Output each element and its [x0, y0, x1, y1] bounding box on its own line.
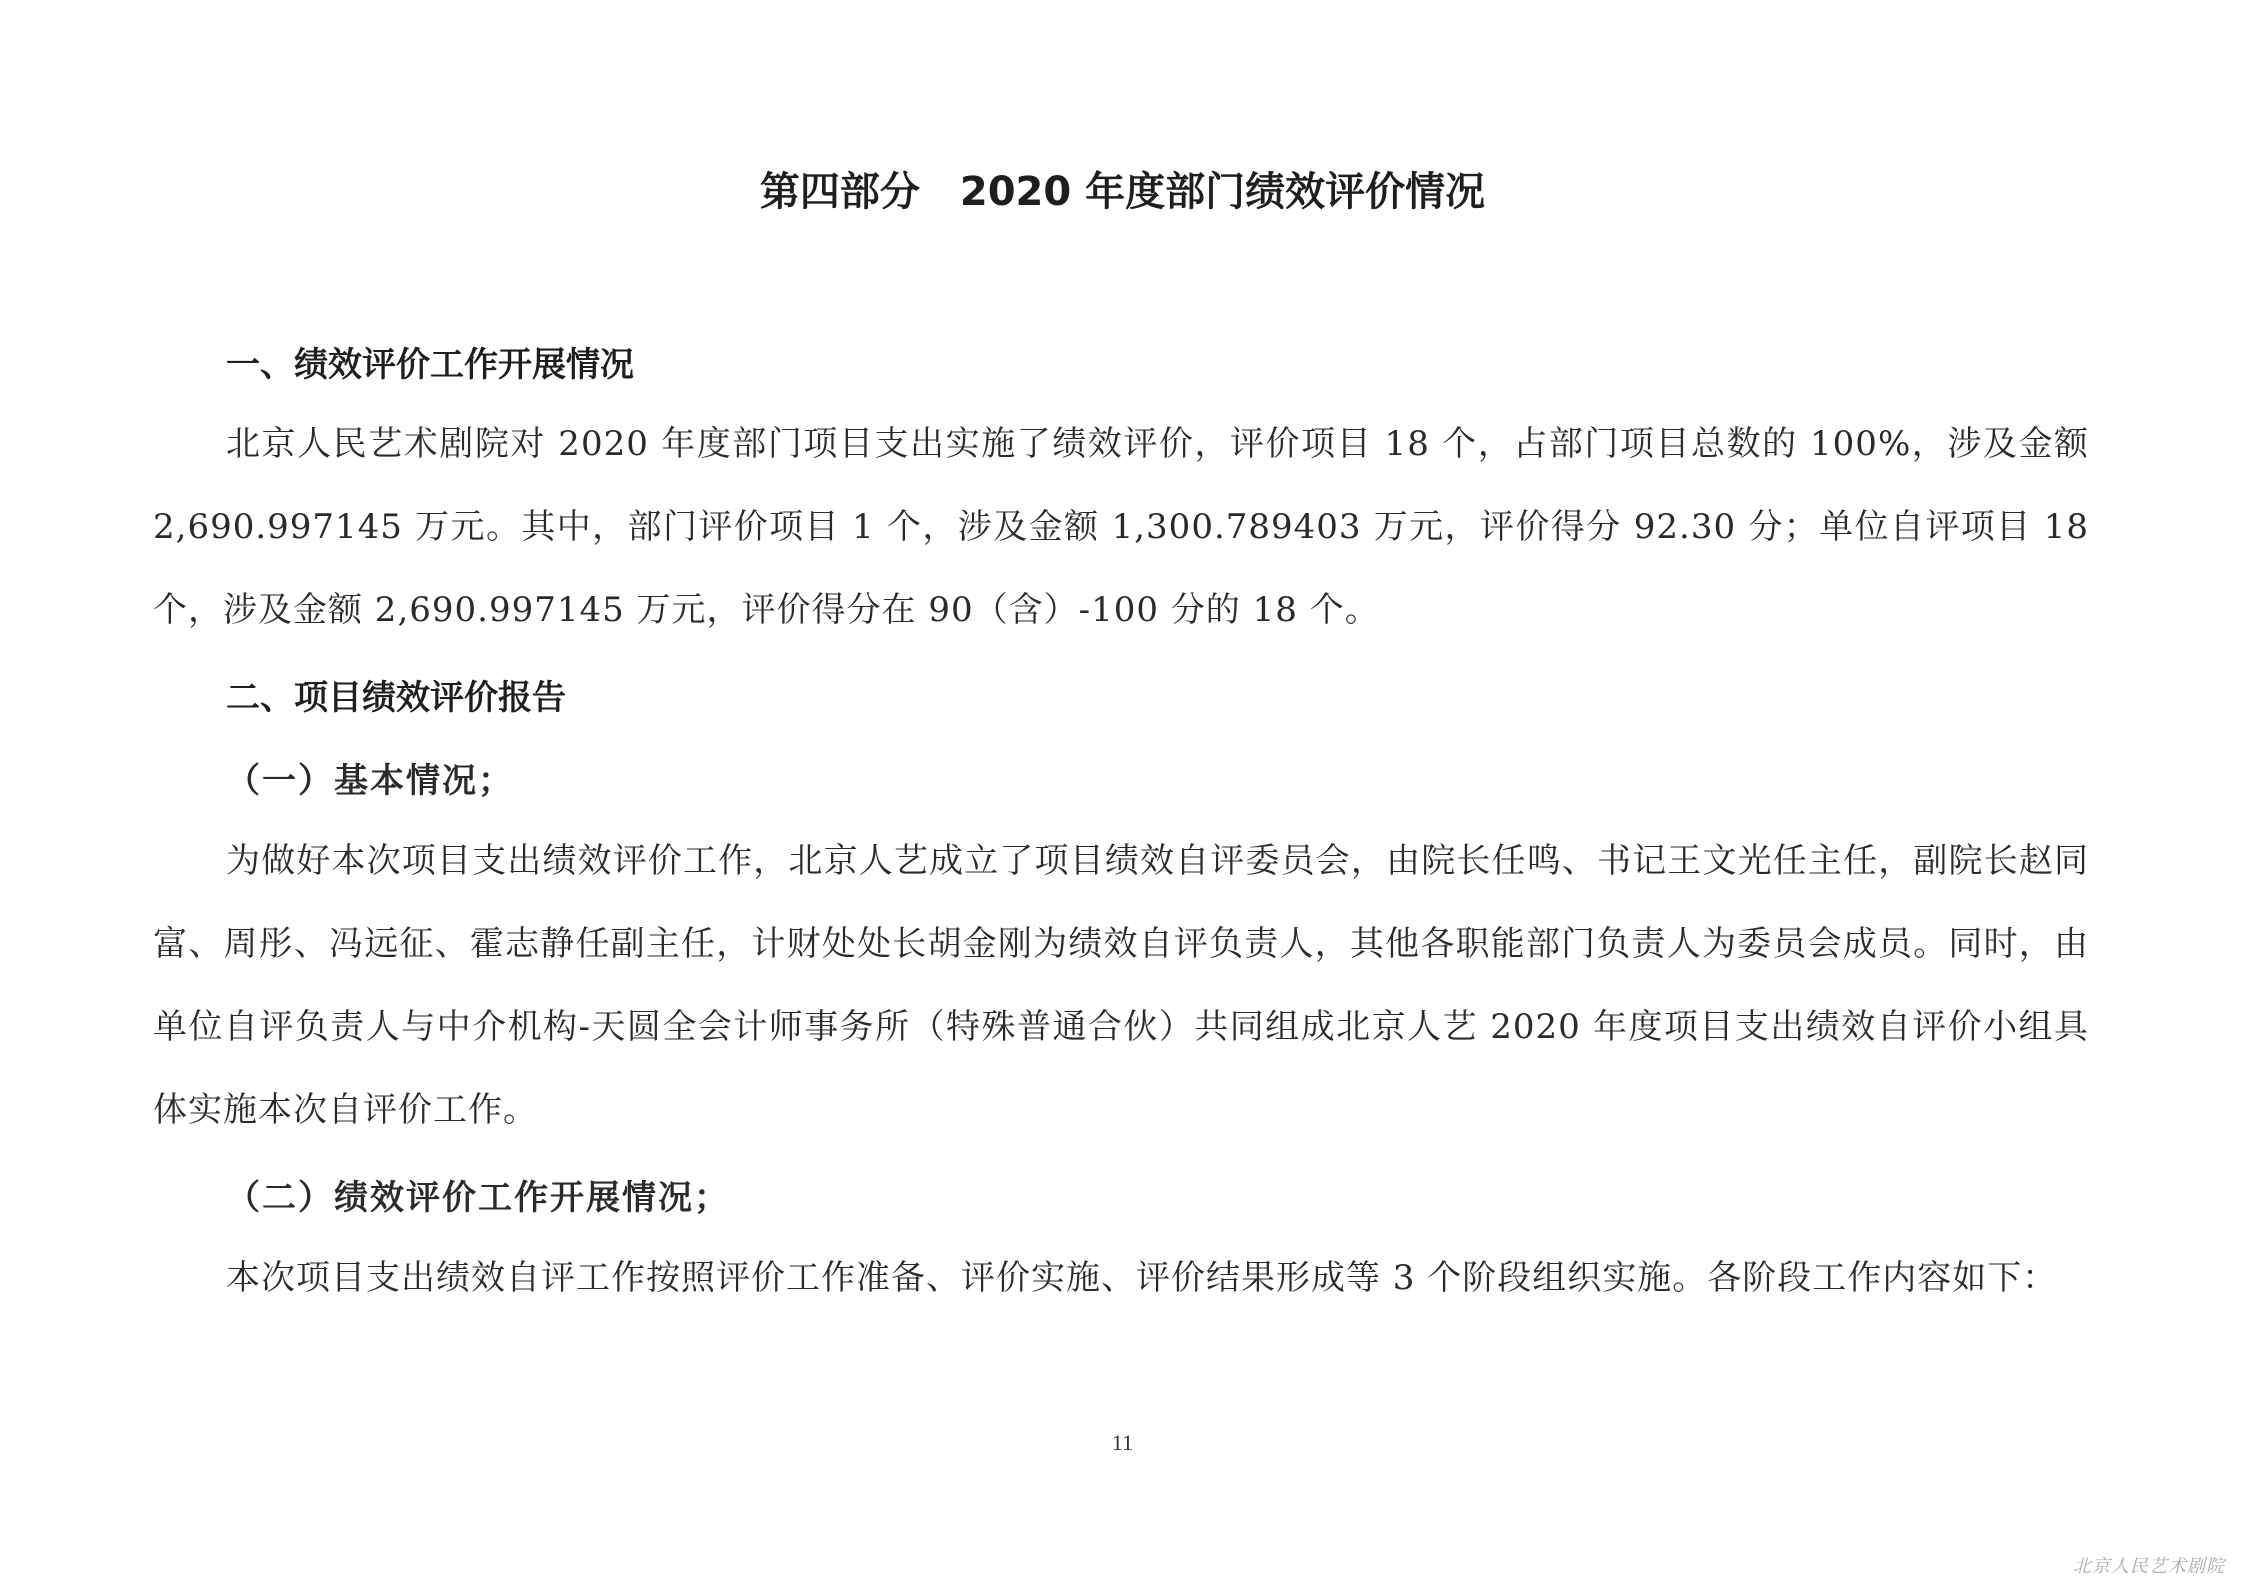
subsection-2-paragraph: 本次项目支出绩效自评工作按照评价工作准备、评价实施、评价结果形成等 3 个阶段组织实施。各阶段工作内容如下： — [226, 1258, 2058, 1298]
subsection-1-paragraph: 为做好本次项目支出绩效评价工作，北京人艺成立了项目绩效自评委员会，由院长任鸣、书记王文光任主任，副院长赵同富、周彤、冯远征、霍志静任副主任，计财处处长胡金刚为绩效自评负责人，其他各职能部门负责人为委员会成员。同时，由单位自评负责人与中介机构-天圆全会计师事务所（特殊普通合伙）共同组成北京人艺 2020 年度项目支出绩效自评价小组具体实施本次自评价工作。 — [153, 841, 2089, 1130]
section-1-heading: 一、绩效评价工作开展情况 — [226, 345, 634, 385]
section-1-paragraph: 北京人民艺术剧院对 2020 年度部门项目支出实施了绩效评价，评价项目 18 个，占部门项目总数的 100%，涉及金额 2,690.997145 万元。其中，部门评价项目 1 个，涉及金额 1,300.789403 万元，评价得分 92.30 分；单位自评项目 18 个，涉及金额 2,690.997145 万元，评价得分在 90（含）-100 分的 18 个。 — [153, 424, 2089, 630]
subsection-2-heading: （二）绩效评价工作开展情况； — [226, 1178, 730, 1218]
section-2-heading: 二、项目绩效评价报告 — [226, 678, 566, 718]
subsection-1-heading: （一）基本情况； — [226, 761, 514, 801]
watermark-signature: 北京人民艺术剧院 — [2073, 1556, 2225, 1577]
page-number: 11 — [1111, 1430, 1134, 1455]
page-title: 第四部分 2020 年度部门绩效评价情况 — [759, 169, 1486, 215]
